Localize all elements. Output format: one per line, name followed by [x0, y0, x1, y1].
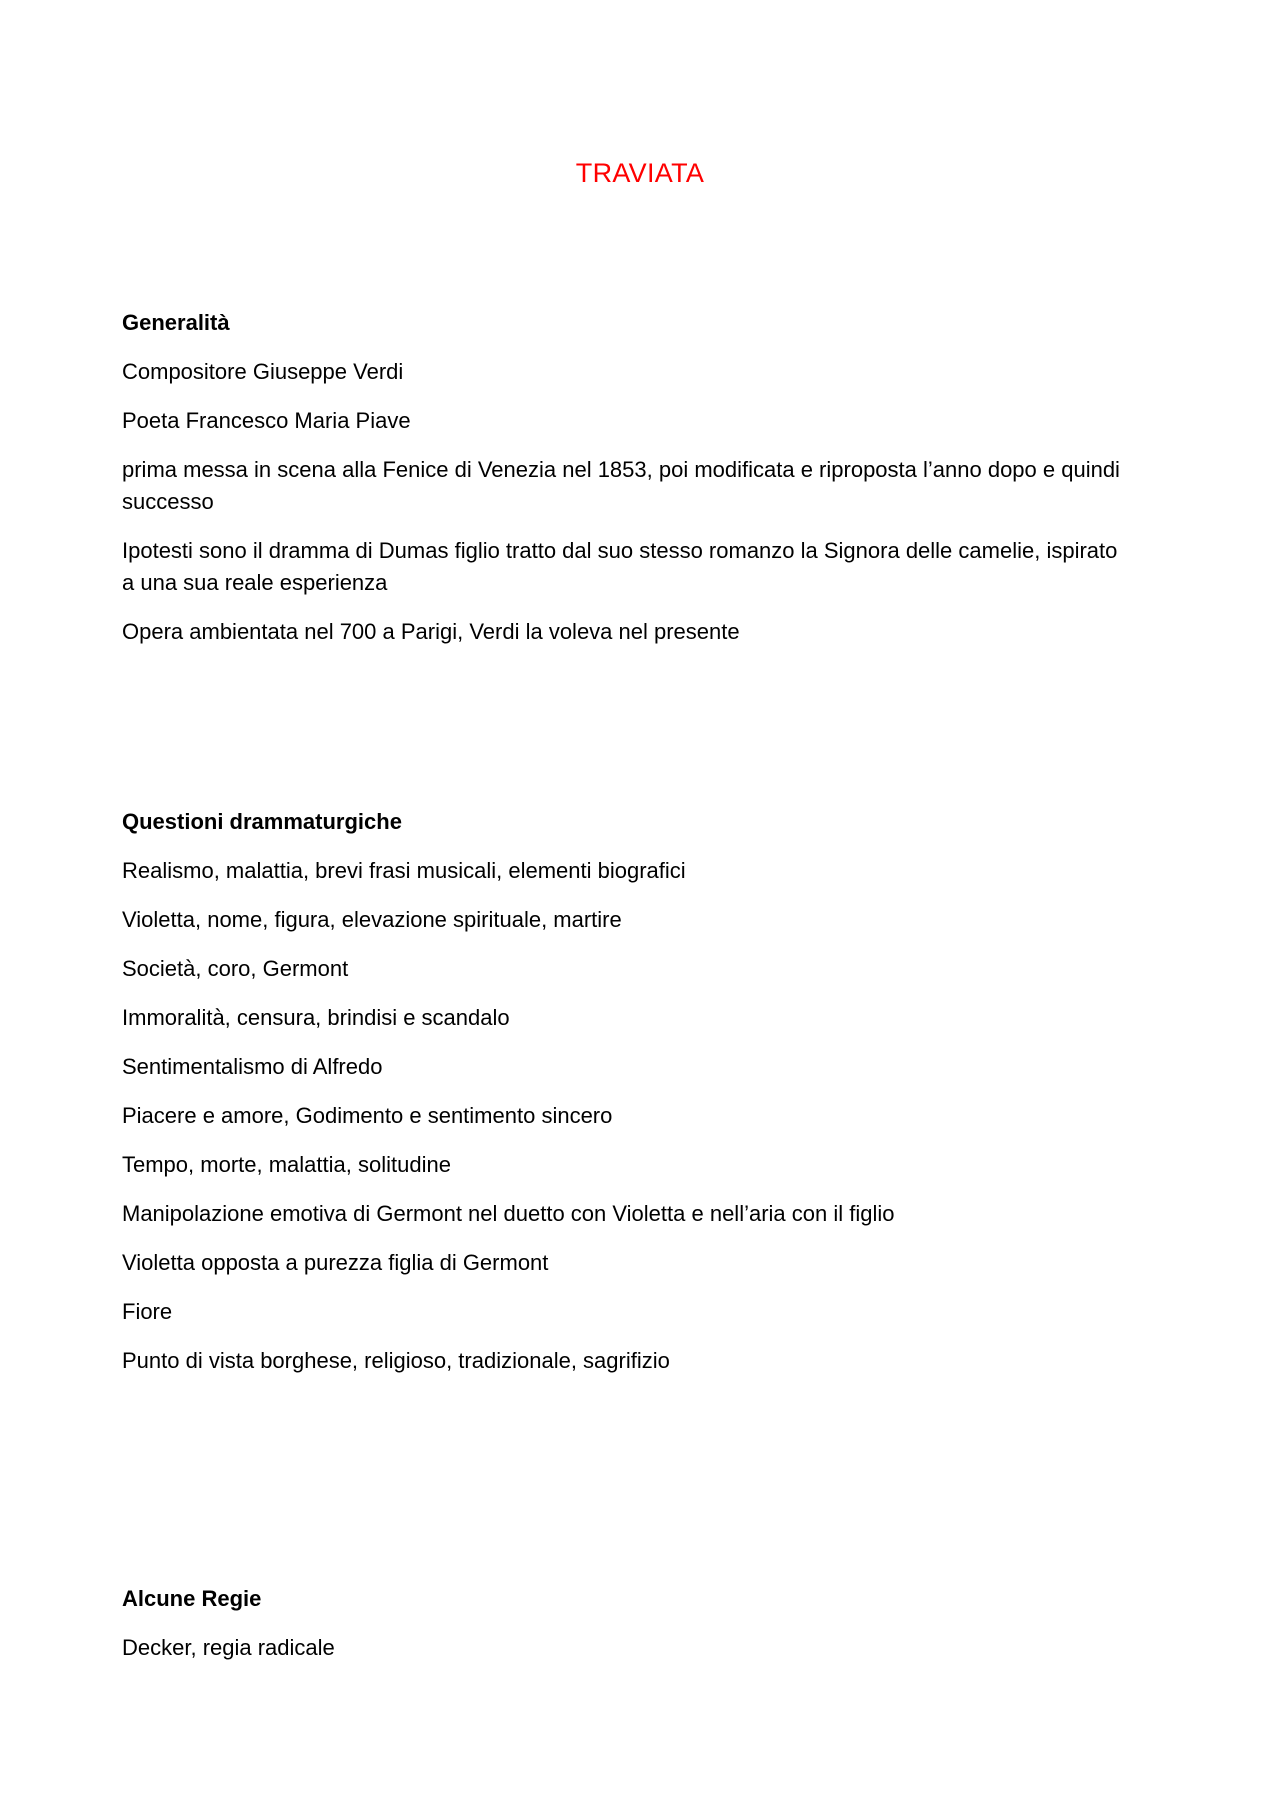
paragraph: Violetta opposta a purezza figlia di Germont: [122, 1250, 549, 1275]
section-generalita: [122, 307, 1122, 665]
paragraph: Decker, regia radicale: [122, 1635, 335, 1660]
paragraph: Punto di vista borghese, religioso, tradizionale, sagrifizio: [122, 1348, 670, 1373]
section-alcune-regie: [122, 1583, 1122, 1681]
document-title: TRAVIATA: [575, 158, 705, 188]
paragraph: Fiore: [122, 1299, 173, 1324]
paragraph: Immoralità, censura, brindisi e scandalo: [122, 1005, 510, 1030]
paragraph: Poeta Francesco Maria Piave: [122, 408, 411, 433]
paragraph: Manipolazione emotiva di Germont nel duetto con Violetta e nell’aria con il figlio: [122, 1201, 895, 1226]
section-heading: Generalità: [122, 310, 230, 335]
paragraph: Violetta, nome, figura, elevazione spirituale, martire: [122, 907, 622, 932]
paragraph: Compositore Giuseppe Verdi: [122, 359, 404, 384]
paragraph: Tempo, morte, malattia, solitudine: [122, 1152, 451, 1177]
paragraph: Realismo, malattia, brevi frasi musicali, elementi biografici: [122, 858, 686, 883]
paragraph: Ipotesti sono il dramma di Dumas figlio tratto dal suo stesso romanzo la Signora delle camelie, ispirato a una sua reale esperienza: [122, 538, 1118, 595]
section-heading: Questioni drammaturgiche: [122, 809, 402, 834]
section-questioni-drammaturgiche: [122, 806, 1122, 1394]
paragraph: Opera ambientata nel 700 a Parigi, Verdi la voleva nel presente: [122, 619, 740, 644]
paragraph: prima messa in scena alla Fenice di Venezia nel 1853, poi modificata e riproposta l’anno dopo e quindi successo: [122, 457, 1120, 514]
section-heading: Alcune Regie: [122, 1586, 262, 1611]
paragraph: Sentimentalismo di Alfredo: [122, 1054, 383, 1079]
paragraph: Società, coro, Germont: [122, 956, 349, 981]
paragraph: Piacere e amore, Godimento e sentimento sincero: [122, 1103, 613, 1128]
